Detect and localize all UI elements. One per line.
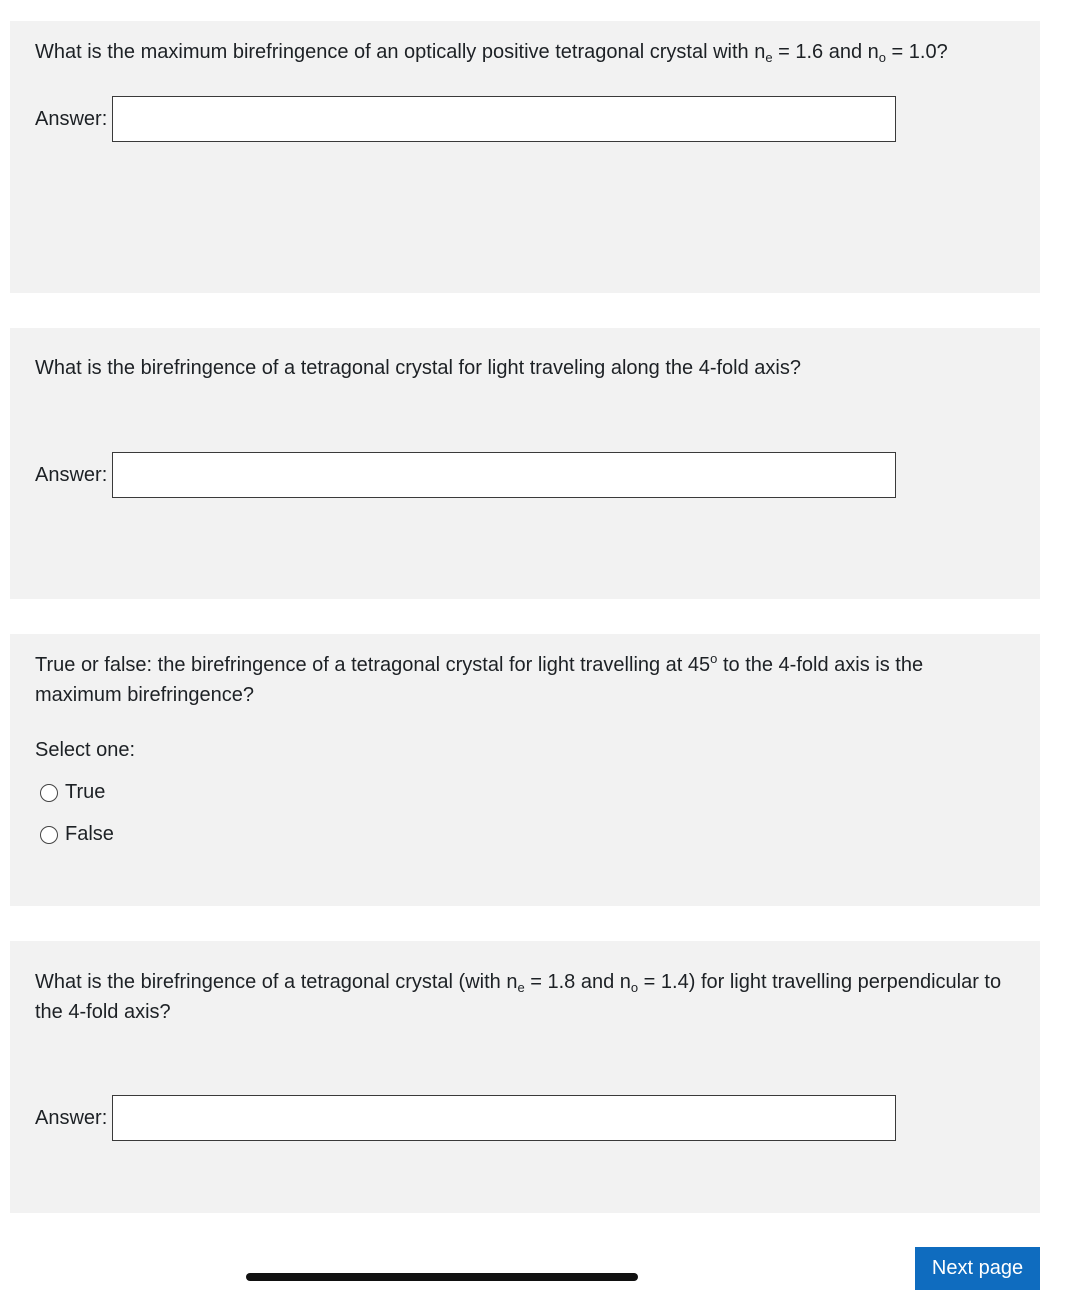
home-indicator <box>246 1273 638 1281</box>
question-card-3 <box>10 634 1040 906</box>
question-card-4 <box>10 941 1040 1213</box>
option-false[interactable] <box>40 823 114 846</box>
answer-label: Answer: <box>35 1106 108 1129</box>
question-text-1: What is the maximum birefringence of an optically positive tetragonal crystal with $n_e = 1.6$ and $n_o = 1.0$? <box>35 41 948 65</box>
question-text-3: True or false: the birefringence of a tetragonal crystal for light travelling at 45$^o$ to the 4-fold axis is the maximum birefringence? <box>35 651 924 706</box>
answer-input-1[interactable] <box>112 96 896 142</box>
question-card-2 <box>10 328 1040 599</box>
radio-true[interactable] <box>40 784 58 802</box>
option-true[interactable] <box>40 781 105 804</box>
answer-row-1 <box>35 96 896 142</box>
answer-input-4[interactable] <box>112 1095 896 1141</box>
question-text-2: What is the birefringence of a tetragonal crystal for light traveling along the 4-fold axis? <box>35 357 801 379</box>
answer-input-2[interactable] <box>112 452 896 498</box>
question-card-1 <box>10 21 1040 293</box>
answer-row-4 <box>35 1095 896 1141</box>
answer-label: Answer: <box>35 107 108 130</box>
radio-false[interactable] <box>40 826 58 844</box>
answer-row-2 <box>35 452 896 498</box>
next-page-button[interactable]: Next page <box>915 1247 1040 1290</box>
option-true-label: True <box>65 781 106 803</box>
select-one-label: Select one: <box>35 739 136 761</box>
option-false-label: False <box>65 823 114 845</box>
question-text-4: What is the birefringence of a tetragonal crystal (with $n_e = 1.8$ and $n_o = 1.4$) for light travelling perpendicular to the 4-fold axis? <box>35 971 1002 1023</box>
answer-label: Answer: <box>35 463 108 486</box>
